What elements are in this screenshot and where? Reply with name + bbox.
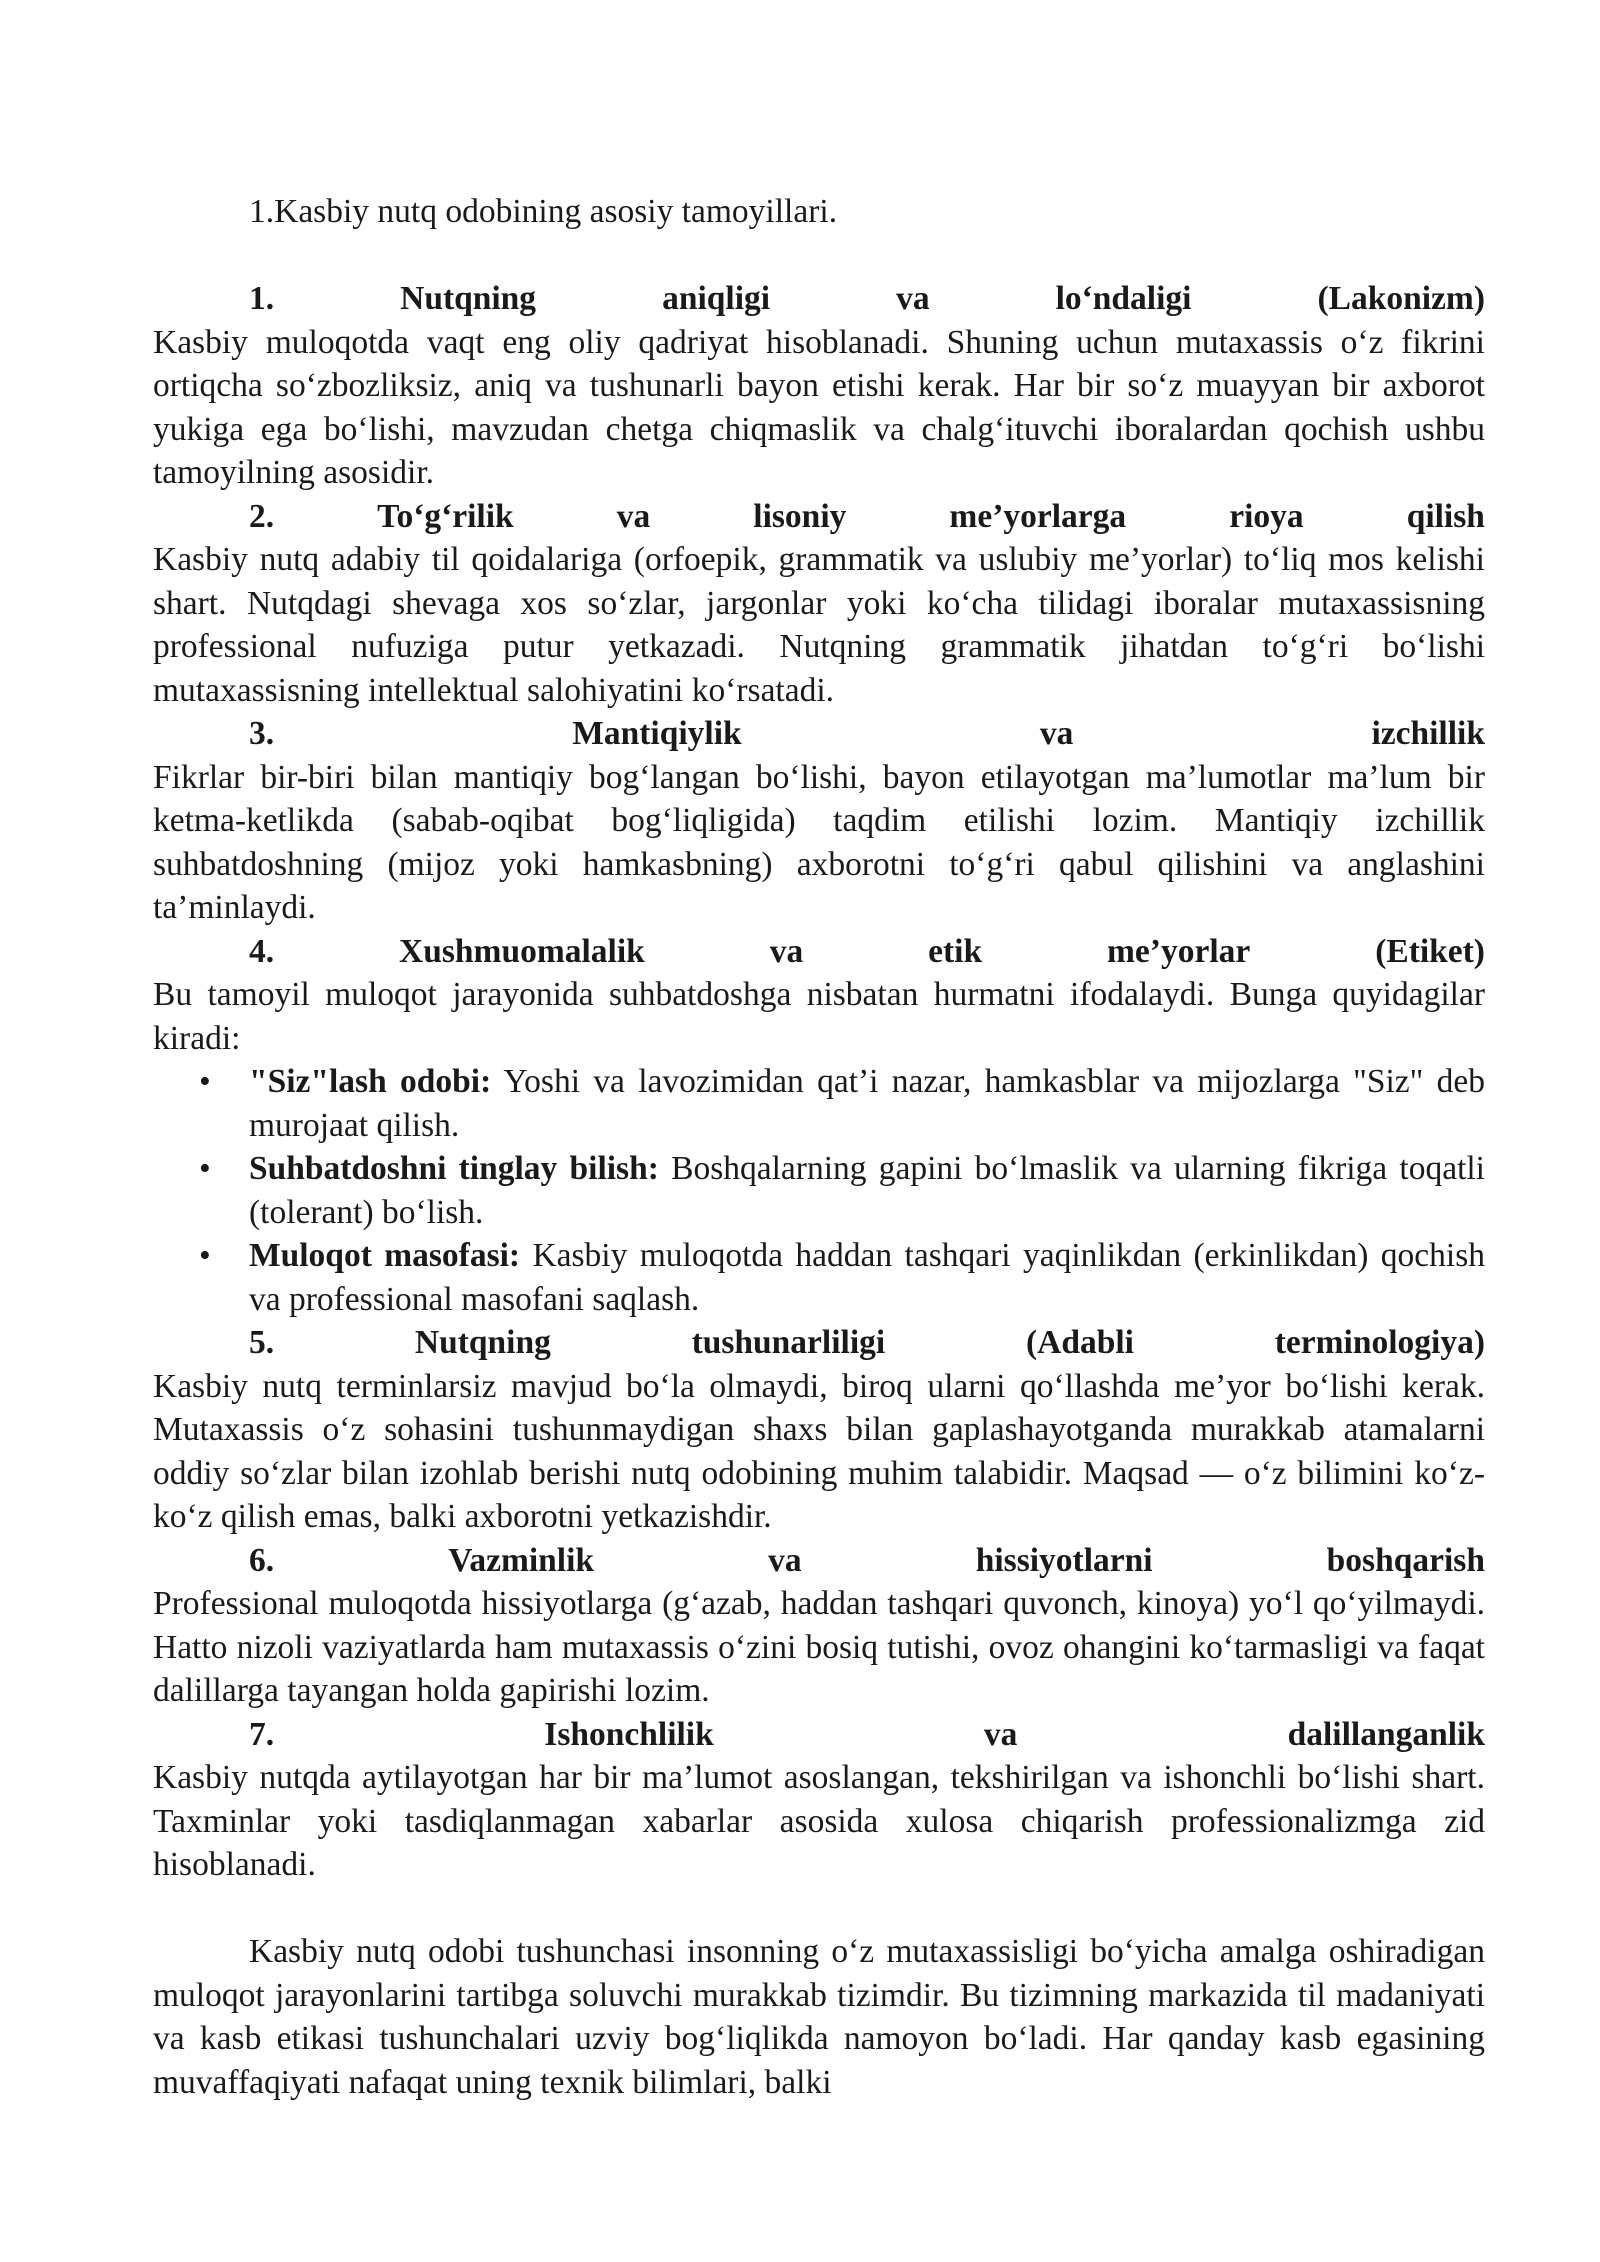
principle-body: Kasbiy nutqda aytilayotgan har bir ma’lumot asoslangan, tekshirilgan va ishonchli bo‘lishi shart. Taxminlar yoki tasdiqlanmagan xabarlar asosida xulosa chiqarish professionalizmga zid hisoblanadi. xyxy=(153,1759,1485,1883)
heading-word: Nutqning xyxy=(400,280,537,317)
principle-body: Professional muloqotda hissiyotlarga (g‘azab, haddan tashqari quvonch, kinoya) yo‘l qo‘yilmaydi. Hatto nizoli vaziyatlarda ham mutaxassis o‘zini bosiq tutishi, ovoz ohangini ko‘tarmasligi va faqat dalillarga tayangan holda gapirishi lozim. xyxy=(153,1585,1485,1709)
bullet-item xyxy=(249,1147,1485,1234)
heading-word: etik xyxy=(928,932,983,970)
principle-body: Fikrlar bir-biri bilan mantiqiy bog‘langan bo‘lishi, bayon etilayotgan ma’lumotlar ma’lum bir ketma-ketlikda (sabab-oqibat bog‘liqligida) taqdim etilishi lozim. Mantiqiy izchillik suhbatdoshning (mijoz yoki hamkasbning) axborotni to‘g‘ri qabul qilishini va anglashini ta’minlaydi. xyxy=(153,758,1485,926)
bullet-term: Suhbatdoshni tinglay bilish: xyxy=(249,1150,659,1187)
heading-word: 7. xyxy=(249,1715,275,1753)
heading-word: (Lakonizm) xyxy=(1317,280,1485,317)
heading-word: aniqligi xyxy=(662,280,771,317)
principle-heading xyxy=(153,1539,1485,1583)
heading-word: va xyxy=(983,1715,1018,1753)
heading-word: 6. xyxy=(249,1541,275,1579)
heading-word: boshqarish xyxy=(1326,1541,1485,1579)
heading-word: 4. xyxy=(249,932,275,970)
principle-body: Bu tamoyil muloqot jarayonida suhbatdoshga nisbatan hurmatni ifodalaydi. Bunga quyidagilar kiradi: xyxy=(153,976,1485,1057)
heading-word: (Etiket) xyxy=(1375,932,1485,970)
closing-paragraph: Kasbiy nutq odobi tushunchasi insonning o‘z mutaxassisligi bo‘yicha amalga oshiradigan muloqot jarayonlarini tartibga soluvchi murakkab tizimdir. Bu tizimning markazida til madaniyati va kasb etikasi tushunchalari uzviy bog‘liqlikda namoyon bo‘ladi. Har qanday kasb egasining muvaffaqiyati nafaqat uning texnik bilimlari, balki xyxy=(153,1933,1485,2101)
heading-word: lisoniy xyxy=(753,497,847,535)
principle-heading xyxy=(153,930,1485,974)
heading-word: terminologiya) xyxy=(1274,1324,1485,1361)
heading-word: Ishonchlilik xyxy=(544,1715,714,1753)
principle-body: Kasbiy muloqotda vaqt eng oliy qadriyat hisoblanadi. Shuning uchun mutaxassis o‘z fikrini ortiqcha so‘zbozliksiz, aniq va tushunarli bayon etishi kerak. Har bir so‘z muayyan bir axborot yukiga ega bo‘lishi, mavzudan chetga chiqmaslik va chalg‘ituvchi iboralardan qochish ushbu tamoyilning asosidir. xyxy=(153,323,1485,491)
heading-word: 2. xyxy=(249,497,275,535)
heading-word: Xushmuomalalik xyxy=(399,932,645,970)
bullet-text: Kasbiy muloqotda haddan tashqari yaqinlikdan (erkinlikdan) qochish va professional masofani saqlash. xyxy=(249,1237,1485,1318)
heading-word: (Adabli xyxy=(1025,1324,1134,1361)
heading-word: tushunarliligi xyxy=(691,1324,886,1361)
heading-word: va xyxy=(1039,715,1074,752)
heading-word: va xyxy=(769,932,804,970)
heading-word: izchillik xyxy=(1371,715,1485,752)
principle-heading xyxy=(153,277,1485,321)
bullet-text: Yoshi va lavozimidan qat’i nazar, hamkasblar va mijozlarga "Siz" deb murojaat qilish. xyxy=(249,1063,1485,1144)
heading-word: To‘g‘rilik xyxy=(377,497,514,535)
heading-word: Mantiqiylik xyxy=(572,715,742,752)
principle-body: Kasbiy nutq adabiy til qoidalariga (orfoepik, grammatik va uslubiy me’yorlar) to‘liq mos kelishi shart. Nutqdagi shevaga xos so‘zlar, jargonlar yoki ko‘cha tilidagi iboralar mutaxassisning professional nufuziga putur yetkazadi. Nutqning grammatik jihatdan to‘g‘ri bo‘lishi mutaxassisning intellektual salohiyatini ko‘rsatadi. xyxy=(153,541,1485,709)
heading-word: me’yorlar xyxy=(1107,932,1251,970)
principle-heading xyxy=(153,1713,1485,1757)
bullet-item xyxy=(249,1060,1485,1147)
principles-list xyxy=(153,277,1485,1887)
etiquette-bullet-list xyxy=(153,1060,1485,1321)
spacer xyxy=(153,1887,1485,1931)
heading-word: Nutqning xyxy=(414,1324,551,1361)
bullet-text: Boshqalarning gapini bo‘lmaslik va ularning fikriga toqatli (tolerant) bo‘lish. xyxy=(249,1150,1485,1231)
heading-word: 5. xyxy=(249,1324,275,1361)
bullet-term: Muloqot masofasi: xyxy=(249,1237,521,1274)
heading-word: hissiyotlarni xyxy=(975,1541,1153,1579)
spacer xyxy=(153,234,1485,278)
document-page xyxy=(153,190,1485,2104)
heading-word: va xyxy=(616,497,651,535)
principle-heading xyxy=(153,1321,1485,1365)
heading-word: dalillanganlik xyxy=(1287,1715,1485,1753)
document-title: 1.Kasbiy nutq odobining asosiy tamoyillari. xyxy=(249,193,838,230)
principle-heading xyxy=(153,712,1485,756)
bullet-item xyxy=(249,1234,1485,1321)
heading-word: va xyxy=(768,1541,802,1579)
heading-word: Vazminlik xyxy=(448,1541,595,1579)
heading-word: qilish xyxy=(1406,497,1485,535)
heading-word: va xyxy=(896,280,930,317)
heading-word: me’yorlarga xyxy=(949,497,1127,535)
heading-word: rioya xyxy=(1229,497,1304,535)
principle-body: Kasbiy nutq terminlarsiz mavjud bo‘la olmaydi, biroq ularni qo‘llashda me’yor bo‘lishi kerak. Mutaxassis o‘z sohasini tushunmaydigan shaxs bilan gaplashayotganda murakkab atamalarni oddiy so‘zlar bilan izohlab berishi nutq odobining muhim talabidir. Maqsad — o‘z bilimini ko‘z-ko‘z qilish emas, balki axborotni yetkazishdir. xyxy=(153,1367,1485,1535)
principle-heading xyxy=(153,495,1485,539)
heading-word: lo‘ndaligi xyxy=(1055,280,1192,317)
heading-word: 1. xyxy=(249,280,275,317)
heading-word: 3. xyxy=(249,715,275,752)
bullet-term: "Siz"lash odobi: xyxy=(249,1063,492,1100)
